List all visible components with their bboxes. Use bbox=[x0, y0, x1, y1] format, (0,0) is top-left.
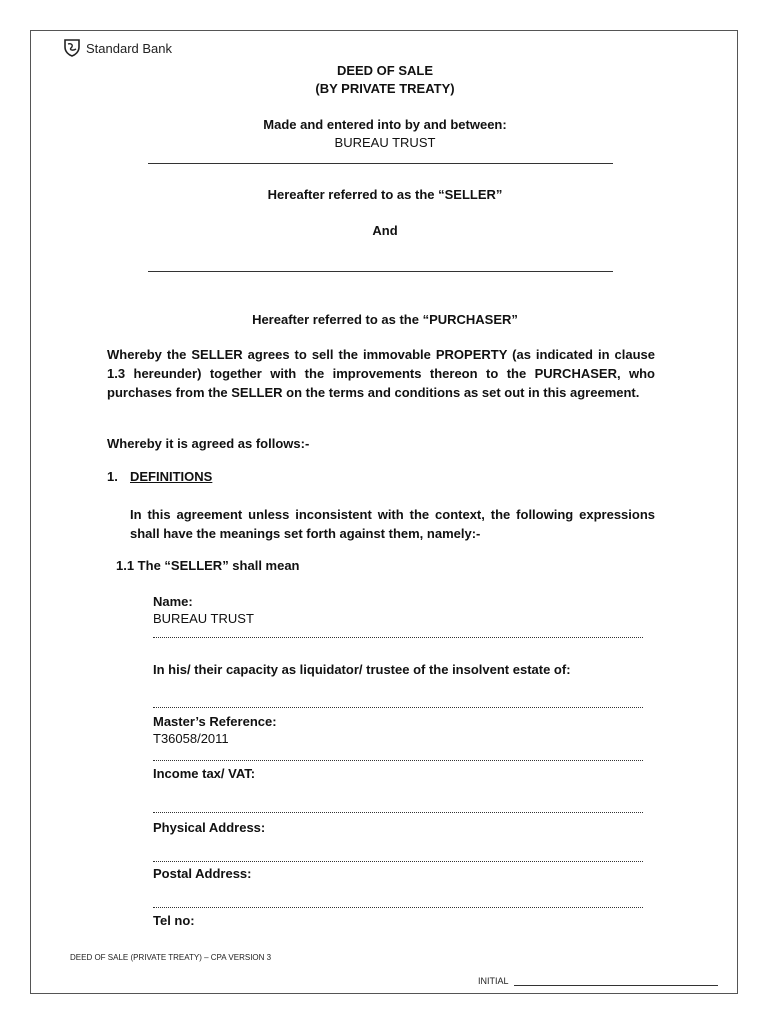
master-reference-value: T36058/2011 bbox=[153, 731, 229, 746]
initial-signature-line bbox=[514, 985, 718, 986]
shield-logo-icon bbox=[62, 38, 82, 58]
section-1-number: 1. bbox=[107, 469, 118, 484]
tel-no-label: Tel no: bbox=[153, 913, 195, 928]
subsection-1-1: 1.1 The “SELLER” shall mean bbox=[116, 558, 300, 573]
footer-version: DEED OF SALE (PRIVATE TREATY) – CPA VERSION 3 bbox=[70, 953, 272, 962]
physical-address-label: Physical Address: bbox=[153, 820, 266, 835]
section-1-title: DEFINITIONS bbox=[130, 469, 213, 484]
doc-subtitle: (BY PRIVATE TREATY) bbox=[315, 81, 455, 96]
income-tax-dotted-line bbox=[153, 812, 643, 813]
capacity-dotted-line bbox=[153, 707, 643, 708]
whereby-agreed: Whereby it is agreed as follows:- bbox=[107, 436, 310, 451]
physical-address-dotted-line bbox=[153, 861, 643, 862]
seller-reference: Hereafter referred to as the “SELLER” bbox=[267, 187, 503, 202]
seller-name-value: BUREAU TRUST bbox=[334, 135, 436, 150]
name-label: Name: bbox=[153, 594, 193, 609]
income-tax-label: Income tax/ VAT: bbox=[153, 766, 256, 781]
bank-logo bbox=[62, 38, 172, 58]
name-value: BUREAU TRUST bbox=[153, 611, 254, 626]
doc-title: DEED OF SALE bbox=[336, 63, 434, 78]
purchaser-line bbox=[148, 271, 613, 272]
name-dotted-line bbox=[153, 637, 643, 638]
seller-line bbox=[148, 163, 613, 164]
parties-intro: Made and entered into by and between: bbox=[263, 117, 507, 132]
and-label: And bbox=[372, 223, 398, 238]
capacity-label: In his/ their capacity as liquidator/ trustee of the insolvent estate of: bbox=[153, 662, 571, 677]
definitions-text: In this agreement unless inconsistent with the context, the following expressions shall have the meanings set forth against them, namely:- bbox=[130, 507, 655, 541]
purchaser-reference: Hereafter referred to as the “PURCHASER” bbox=[252, 312, 518, 327]
logo-text: Standard Bank bbox=[86, 40, 173, 56]
postal-address-dotted-line bbox=[153, 907, 643, 908]
master-reference-label: Master’s Reference: bbox=[153, 714, 277, 729]
whereby-paragraph: Whereby the SELLER agrees to sell the immovable PROPERTY (as indicated in clause 1.3 hereunder) together with the improvements thereon to the PURCHASER, who purchases from the SELLER on the terms and conditions as set out in this agreement. bbox=[107, 347, 655, 400]
master-dotted-line bbox=[153, 760, 643, 761]
footer-initial-label: INITIAL bbox=[478, 976, 509, 986]
postal-address-label: Postal Address: bbox=[153, 866, 252, 881]
